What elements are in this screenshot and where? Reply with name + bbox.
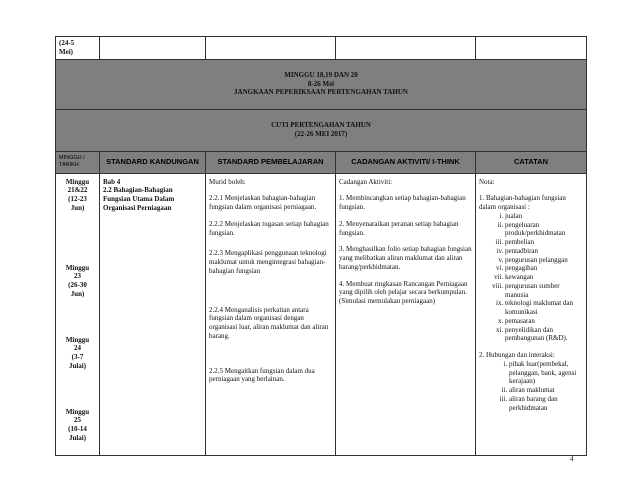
previous-week-row bbox=[56, 37, 587, 60]
catatan-section1-title: 1. Bahagian-bahagian fungsian dalam organisasi : bbox=[479, 194, 566, 211]
week-column bbox=[56, 173, 100, 455]
sp-item-5: 2.2.5 Mengaitkan fungsian dalam dua perniagaan yang berlainan. bbox=[209, 366, 315, 384]
sp-item-3: 2.2.3 Mengaplikasi penggunaan teknologi maklumat untuk mengintegrasi bahagian-bahagian fungsian bbox=[209, 249, 327, 275]
holiday-banner bbox=[56, 109, 587, 151]
bab-label: Bab 4 bbox=[103, 177, 121, 186]
exam-banner-line1: MINGGU 18,19 DAN 20 bbox=[284, 70, 358, 79]
page-number: 4 bbox=[570, 455, 574, 463]
exam-banner-row bbox=[56, 59, 587, 109]
header-row bbox=[56, 151, 587, 173]
holiday-banner-line1: CUTI PERTENGAHAN TAHUN bbox=[271, 121, 371, 130]
header-standard-pembelajaran: STANDARD PEMBELAJARAN bbox=[206, 151, 336, 173]
exam-banner-line3: JANGKAAN PEPERIKSAAN PERTENGAHAN TAHUN bbox=[234, 88, 408, 97]
header-standard-kandungan: STANDARD KANDUNGAN bbox=[100, 151, 206, 173]
sp-item-4: 2.2.4 Menganalisis perkaitan antara fungsian dalam organisasi dengan organisasi luar, aliran maklumat dan aliran barang. bbox=[209, 305, 329, 340]
standard-kandungan-cell: Bab 4 2.2 Bahagian-Bahagian Fungsian Utama Dalam Organisasi Perniagaan bbox=[100, 173, 206, 455]
content-row bbox=[56, 173, 587, 455]
aktiviti-cell: Cadangan Aktiviti: 1. Membincangkan setiap bahagian-bahagian fungsian. 2. Menyenaraikan peranan setiap bahagian fungsian. 3. Menghasilkan folio setiap bahagian fungsian yang melibatkan aliran maklumat dan aliran barang/perkhidmatan. 4. Membuat ringkasan Rancangan Perniagaan yang dipilih oleh pelajar secara berkumpulan.(Simulasi memulakan perniagaan) bbox=[336, 173, 476, 455]
exam-banner bbox=[56, 59, 587, 109]
catatan-cell: Nota: 1. Bahagian-bahagian fungsian dalam organisasi : i. jualan ii. pengeluaran produk/perkhidmatan iii. pembelian iv. pentadbiran v. pengurusan pelanggan vi. pengagihan vii. kewangan viii. pengurusan sumber manusia ix. teknologi maklumat dan komunikasi x. pemasaran xi. penyelidikan dan pembangunan (R&D). 2. Hubungan dan interaksi: i. pihak luar(pembekal, pelanggan, bank, agensi kerajaan) ii. aliran maklumat iii. aliran barang dan perkhidmatan bbox=[476, 173, 587, 455]
akt-item-1: 1. Membincangkan setiap bahagian-bahagian fungsian. bbox=[339, 194, 466, 211]
catatan-section2-list: i. pihak luar(pembekal, pelanggan, bank, agensi kerajaan) ii. aliran maklumat iii. aliran barang dan perkhidmatan bbox=[479, 360, 583, 413]
catatan-section1-list: i. jualan ii. pengeluaran produk/perkhidmatan iii. pembelian iv. pentadbiran v. pengurusan pelanggan vi. pengagihan vii. kewangan viii. pengurusan sumber manusia ix. teknologi maklumat dan komunikasi x. pemasaran xi. penyelidikan dan pembangunan (R&D). bbox=[479, 212, 583, 343]
lesson-plan-table bbox=[55, 36, 587, 456]
exam-banner-line2: 8-26 Mei bbox=[307, 79, 335, 88]
week-block-3: Minggu 24 (3-7 Julai) bbox=[65, 335, 90, 370]
sp-item-1: 2.2.1 Menjelaskan bahagian-bahagian fungsian dalam organisasi perniagaan. bbox=[209, 194, 317, 211]
previous-week-cell: (24-5 Mei) bbox=[56, 37, 100, 60]
holiday-banner-row bbox=[56, 109, 587, 151]
catatan-section2-title: 2. Hubungan dan interaksi: bbox=[479, 351, 555, 359]
akt-item-2: 2. Menyenaraikan peranan setiap bahagian fungsian. bbox=[339, 219, 459, 237]
akt-item-4: 4. Membuat ringkasan Rancangan Perniagaan yang dipilih oleh pelajar secara berkumpulan.(Simulasi memulakan perniagaan) bbox=[339, 279, 468, 305]
standard-pembelajaran-cell: Murid boleh: 2.2.1 Menjelaskan bahagian-bahagian fungsian dalam organisasi perniagaan. 2.2.2 Menjelaskan tugasan setiap bahagian fungsian. 2.2.3 Mengaplikasi penggunaan teknologi maklumat untuk mengintegrasi bahagian-bahagian fungsian 2.2.4 Menganalisis perkaitan antara fungsian dalam organisasi dengan organisasi luar, aliran maklumat dan aliran barang. 2.2.5 Mengaitkan fungsian dalam dua perniagaan yang berlainan. bbox=[206, 173, 336, 455]
akt-item-3: 3. Menghasilkan folio setiap bahagian fungsian yang melibatkan aliran maklumat dan aliran barang/perkhidmatan. bbox=[339, 245, 472, 271]
holiday-banner-line2: (22-26 MEI 2017) bbox=[294, 130, 348, 138]
week-block-1: Minggu 21&22 (12-23 Jun) bbox=[65, 177, 90, 212]
header-week: MINGGU / TARIKH bbox=[56, 151, 100, 173]
sp-item-2: 2.2.2 Menjelaskan tugasan setiap bahagian fungsian. bbox=[209, 219, 329, 237]
week-block-2: Minggu 23 (26-30 Jun) bbox=[65, 263, 90, 298]
header-aktiviti: CADANGAN AKTIVITI/ I-THINK bbox=[336, 151, 476, 173]
header-catatan: CATATAN bbox=[476, 151, 587, 173]
week-block-4: Minggu 25 (10-14 Julai) bbox=[65, 407, 90, 442]
